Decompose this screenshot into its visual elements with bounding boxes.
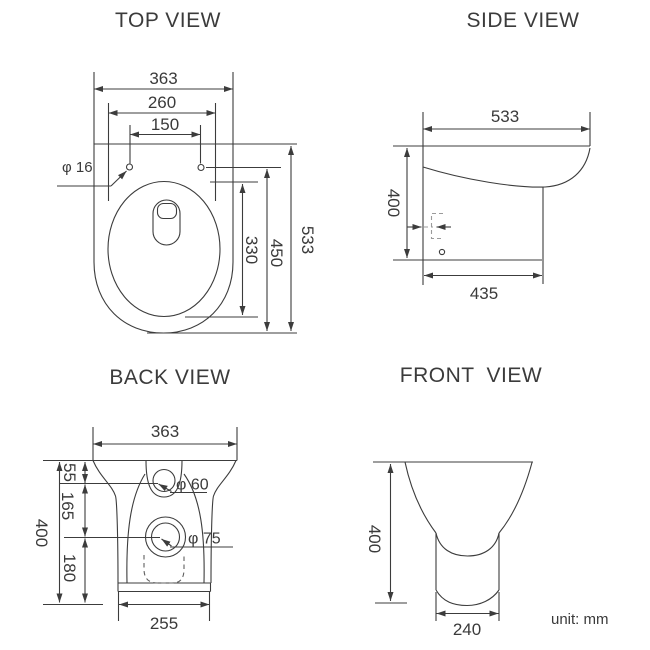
dim-label-seat-width: 260 — [147, 93, 177, 112]
dim-label-hole-diameter: φ 16 — [62, 159, 93, 176]
pedestal-bottom-curve — [436, 590, 499, 606]
dim-label-overall-depth: 533 — [298, 225, 317, 255]
fixing-slot-dashed — [432, 214, 444, 239]
front-view-title: FRONT VIEW — [399, 364, 543, 387]
seat-hole-right — [198, 165, 204, 171]
top-view-title: TOP VIEW — [115, 9, 221, 32]
dim-label-opening-length: 330 — [242, 235, 261, 265]
dim-label-back-height: 400 — [32, 518, 51, 548]
dim-label-base-depth: 435 — [469, 284, 499, 303]
inlet-circle — [153, 470, 175, 492]
dim-label-rim-depth: 450 — [267, 238, 286, 268]
dim-label-front-height: 400 — [365, 524, 384, 554]
dim-label-back-width: 363 — [150, 422, 180, 441]
dim-label-inlet-diameter: φ 60 — [176, 476, 209, 494]
dim-label-overall-width: 363 — [149, 69, 178, 88]
seat-opening-ellipse — [108, 182, 220, 317]
front-bowl-right — [499, 463, 532, 534]
dim-label-front-base-width: 240 — [452, 620, 482, 639]
front-view — [365, 364, 542, 639]
back-right-silhouette — [211, 461, 236, 584]
back-view-title: BACK VIEW — [109, 366, 231, 389]
leader-arrow-outlet — [162, 539, 172, 546]
back-left-silhouette — [93, 461, 118, 584]
trapway-dashed — [144, 555, 184, 583]
dim-label-side-height: 400 — [384, 188, 403, 218]
seat-hole-left — [127, 164, 133, 170]
side-bowl-profile — [423, 148, 590, 187]
leader-arrow-hole-dia — [111, 171, 127, 186]
dim-label-base-width: 255 — [149, 614, 179, 633]
unit-label: unit: mm — [551, 611, 609, 628]
front-bowl-left — [405, 462, 436, 533]
dim-label-outlet-height: 180 — [60, 553, 79, 583]
top-outline — [94, 144, 233, 333]
bowl-arch-left — [127, 474, 145, 583]
dim-label-inlet-offset: 55 — [60, 463, 79, 482]
front-bowl-bottom-curve — [436, 533, 499, 556]
dim-label-hole-spacing: 150 — [150, 115, 180, 134]
top-view — [57, 9, 317, 333]
dim-label-inlet-to-outlet: 165 — [58, 491, 77, 521]
side-view-title: SIDE VIEW — [466, 9, 580, 32]
side-view — [384, 9, 590, 303]
back-view — [32, 366, 237, 633]
fixing-hole — [439, 249, 444, 254]
dim-label-outlet-diameter: φ 75 — [188, 530, 221, 548]
flush-outlet-inner — [158, 204, 177, 219]
dim-label-side-depth: 533 — [490, 107, 520, 126]
